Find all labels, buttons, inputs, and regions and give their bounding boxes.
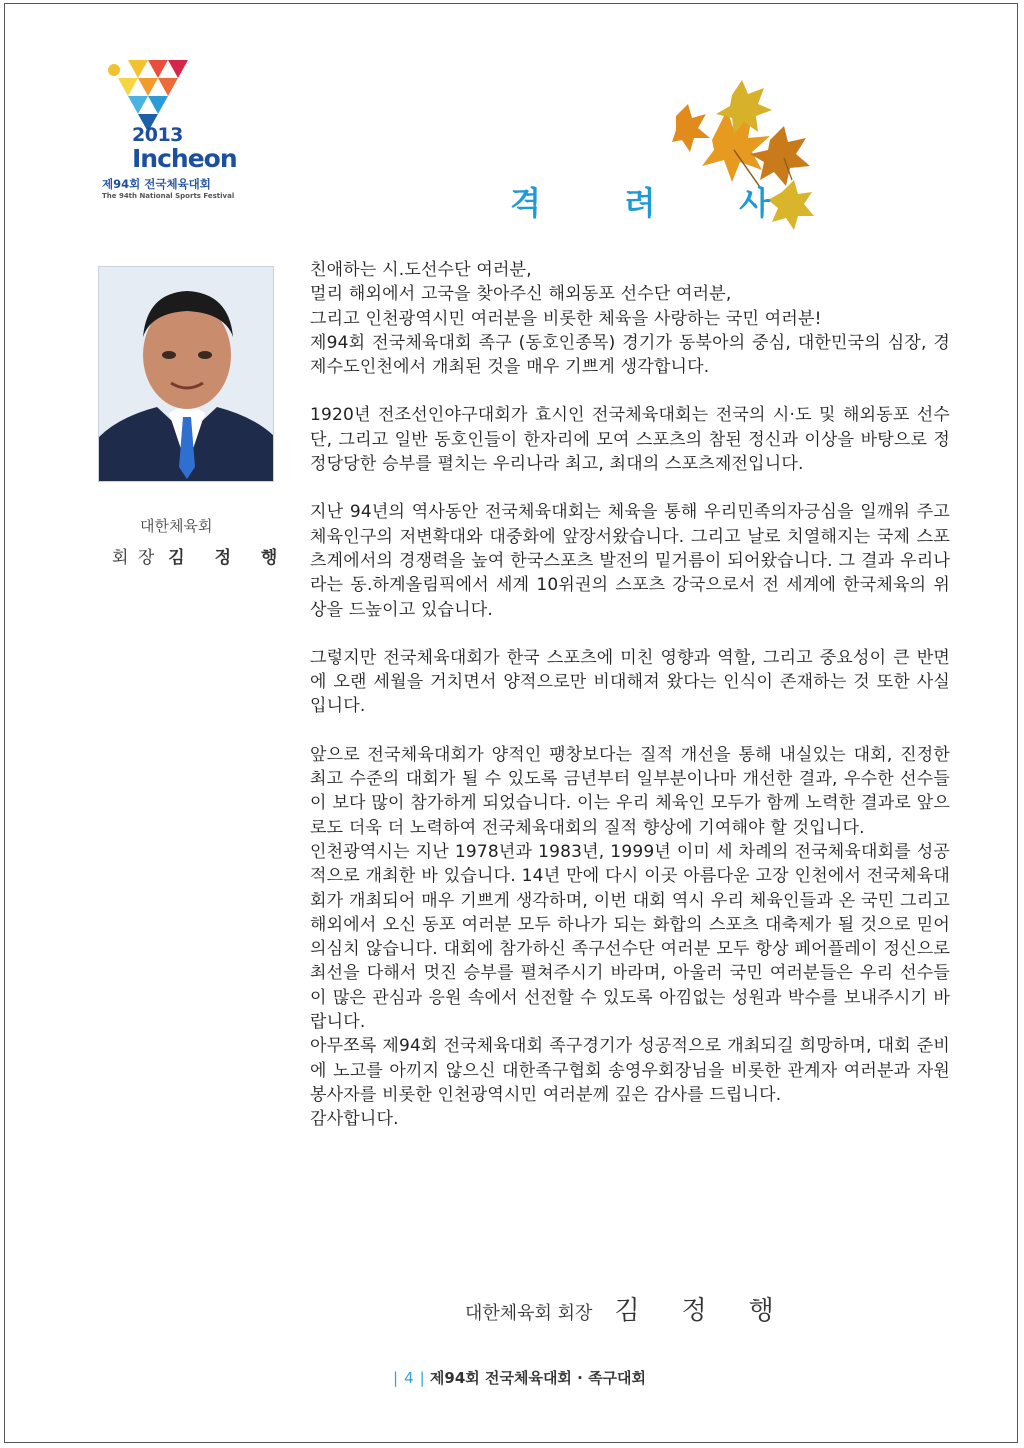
- caption-person-name: 김 정 행: [168, 548, 290, 568]
- paragraph: 인천광역시는 지난 1978년과 1983년, 1999년 이미 세 차례의 전국체육대회를 성공적으로 개최한 바 있습니다. 14년 만에 다시 이곳 아름다운 고장 인천에서 전국체육대회가 개최되어 매우 기쁘게 생각하며, 이번 대회 역시 우리 체육인들과 온 국민 그리고 해외에서 오신 동포 여러분 모두 하나가 되는 화합의 스포츠 대축제가 될 것으로 믿어 의심치 않습니다. 대회에 참가하신 족구선수단 여러분 모두 항상 페어플레이 정신으로 최선을 다해서 멋진 승부를 펼쳐주시기 바라며, 아울러 국민 여러분들은 우리 선수들이 많은 관심과 응원 속에서 선전할 수 있도록 아낌없는 성원과 박수를 보내주시기 바랍니다.: [310, 841, 950, 1033]
- signature-line: [465, 1290, 816, 1327]
- logo-event-korean: 제94회 전국체육대회: [102, 177, 211, 191]
- footer-title: 제94회 전국체육대회 · 족구대회: [429, 1369, 647, 1387]
- paragraph: 친애하는 시.도선수단 여러분, 멀리 해외에서 고국을 찾아주신 해외동포 선수단 여러분, 그리고 인천광역시민 여러분을 비롯한 체육을 사랑하는 국민 여러분! 제94회 전국체육대회 족구 (동호인종목) 경기가 동북아의 중심, 대한민국의 심장, 경제수도인천에서 개최된 것을 매우 기쁘게 생각합니다.: [310, 260, 950, 378]
- portrait-caption-name: [112, 543, 289, 568]
- paragraph: 아무쪼록 제94회 전국체육대회 족구경기가 성공적으로 개최되길 희망하며, 대회 준비에 노고를 아끼지 않으신 대한족구협회 송영우회장님을 비롯한 관계자 여러분과 자원 봉사자를 비롯한 인천광역시민 여러분께 깊은 감사를 드립니다.: [310, 1036, 950, 1105]
- president-portrait: [98, 266, 274, 482]
- paragraph: 앞으로 전국체육대회가 양적인 팽창보다는 질적 개선을 통해 내실있는 대회, 진정한 최고 수준의 대회가 될 수 있도록 금년부터 일부분이나마 개선한 결과, 우수한 선수들이 보다 많이 참가하게 되었습니다. 이는 우리 체육인 모두가 함께 노력한 결과로 앞으로도 더욱 더 노력하여 전국체육대회의 질적 향상에 기여해야 할 것입니다.: [310, 744, 950, 838]
- page-number: 4: [404, 1369, 414, 1387]
- paragraph: 감사합니다.: [310, 1109, 399, 1130]
- title-char: 격: [510, 184, 541, 222]
- signature-org-title: 대한체육회 회장: [465, 1303, 593, 1324]
- page-title: [510, 178, 770, 224]
- portrait-photo-icon: [99, 267, 274, 482]
- paragraph: 지난 94년의 역사동안 전국체육대회는 체육을 통해 우리민족의자긍심을 일깨워 주고 체육인구의 저변확대와 대중화에 앞장서왔습니다. 그리고 날로 치열해지는 국제 스포츠계에서의 경쟁력을 높여 한국스포츠 발전의 밑거름이 되어왔습니다. 그 결과 우리나라는 동.하계올림픽에서 세계 10위권의 스포츠 강국으로서 전 세계에 한국체육의 위상을 드높이고 있습니다.: [310, 502, 950, 620]
- page-footer: [393, 1367, 646, 1388]
- festival-emblem-icon: [100, 60, 200, 132]
- signature-name: 김정행: [614, 1296, 816, 1326]
- title-char: 사: [739, 184, 770, 222]
- logo-year: 2013: [132, 124, 183, 146]
- caption-title: 회 장: [112, 548, 157, 568]
- footer-divider: |: [393, 1369, 399, 1387]
- portrait-caption-org: 대한체육회: [140, 517, 213, 535]
- title-char: 려: [624, 184, 656, 222]
- incheon-2013-logo: [100, 60, 240, 200]
- message-body: [310, 258, 950, 1132]
- paragraph: 1920년 전조선인야구대회가 효시인 전국체육대회는 전국의 시·도 및 해외동포 선수단, 그리고 일반 동호인들이 한자리에 모여 스포츠의 참된 정신과 이상을 바탕으로 정정당당한 승부를 펼치는 우리나라 최고, 최대의 스포츠제전입니다.: [310, 405, 950, 475]
- paragraph: 그렇지만 전국체육대회가 한국 스포츠에 미친 영향과 역할, 그리고 중요성이 큰 반면에 오랜 세월을 거치면서 양적으로만 비대해져 왔다는 인식이 존재하는 것 또한 사실입니다.: [310, 647, 950, 717]
- logo-city: Incheon: [132, 144, 237, 173]
- footer-divider: |: [419, 1369, 425, 1387]
- logo-event-english: The 94th National Sports Festival: [102, 192, 235, 200]
